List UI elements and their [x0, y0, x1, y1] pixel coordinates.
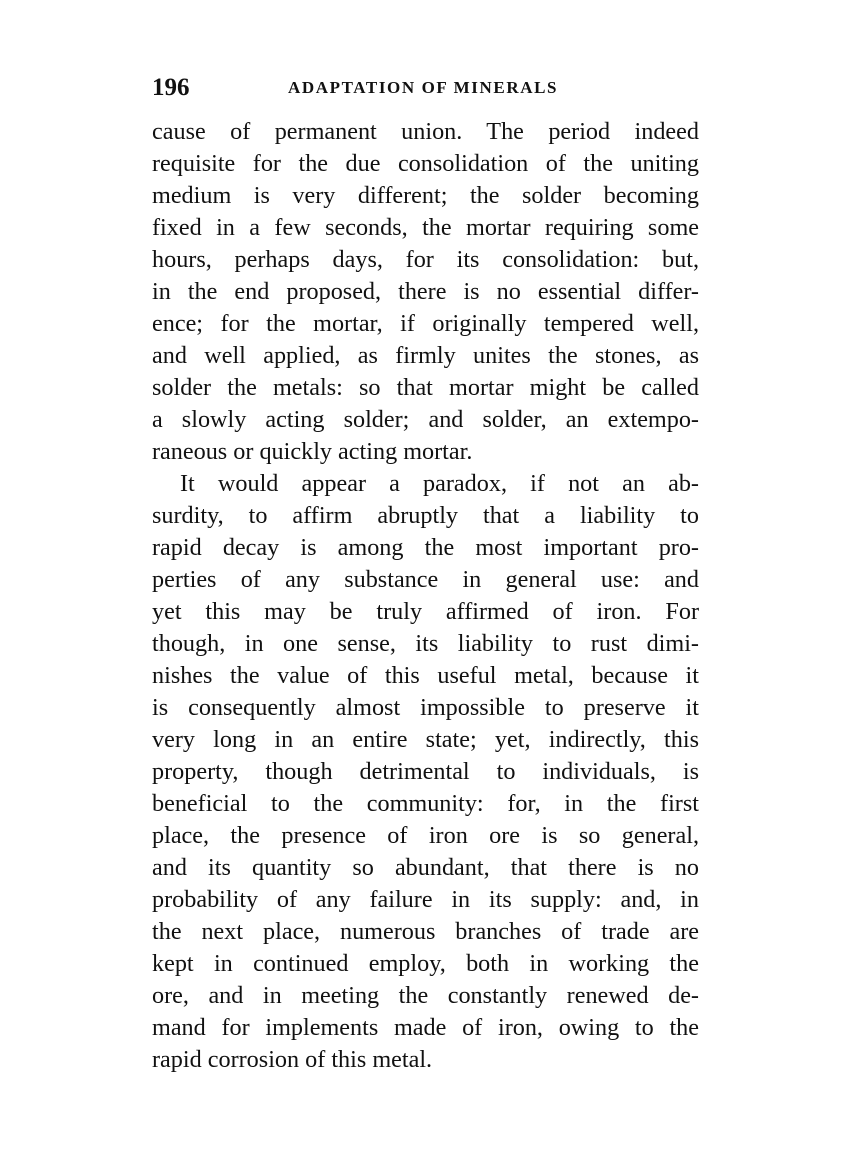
- text-line: requisite for the due consolidation of the uniting: [152, 150, 699, 177]
- text-line: raneous or quickly acting mortar.: [152, 438, 473, 465]
- running-head: [152, 74, 712, 104]
- text-line: ore, and in meeting the constantly renewed de-: [152, 982, 699, 1009]
- text-line: solder the metals: so that mortar might be called: [152, 374, 699, 401]
- body-text: [152, 116, 699, 1076]
- text-line: perties of any substance in general use: and: [152, 566, 699, 593]
- text-line: probability of any failure in its supply: and, in: [152, 886, 699, 913]
- text-line: surdity, to affirm abruptly that a liability to: [152, 502, 699, 529]
- page-number: 196: [152, 74, 190, 101]
- text-line: place, the presence of iron ore is so general,: [152, 822, 699, 849]
- text-line: ence; for the mortar, if originally tempered well,: [152, 310, 699, 337]
- text-line: is consequently almost impossible to preserve it: [152, 694, 699, 721]
- text-line: yet this may be truly affirmed of iron. For: [152, 598, 699, 625]
- text-line: and well applied, as firmly unites the stones, as: [152, 342, 699, 369]
- text-line: in the end proposed, there is no essential differ-: [152, 278, 699, 305]
- text-line: rapid decay is among the most important pro-: [152, 534, 699, 561]
- text-line: and its quantity so abundant, that there is no: [152, 854, 699, 881]
- text-line: nishes the value of this useful metal, because it: [152, 662, 699, 689]
- text-line: rapid corrosion of this metal.: [152, 1046, 433, 1073]
- running-title: ADAPTATION OF MINERALS: [288, 78, 559, 97]
- text-line: hours, perhaps days, for its consolidation: but,: [152, 246, 699, 273]
- text-line: beneficial to the community: for, in the first: [152, 790, 699, 817]
- text-line: It would appear a paradox, if not an ab-: [180, 470, 699, 497]
- text-line: cause of permanent union. The period indeed: [152, 118, 699, 145]
- text-line: medium is very different; the solder becoming: [152, 182, 699, 209]
- paragraph-2: [152, 468, 699, 1076]
- text-line: kept in continued employ, both in working the: [152, 950, 699, 977]
- text-line: mand for implements made of iron, owing to the: [152, 1014, 699, 1041]
- text-line: a slowly acting solder; and solder, an extempo-: [152, 406, 699, 433]
- text-line: though, in one sense, its liability to rust dimi-: [152, 630, 699, 657]
- text-line: property, though detrimental to individuals, is: [152, 758, 699, 785]
- text-line: fixed in a few seconds, the mortar requiring some: [152, 214, 699, 241]
- text-line: the next place, numerous branches of trade are: [152, 918, 699, 945]
- text-line: very long in an entire state; yet, indirectly, this: [152, 726, 699, 753]
- paragraph-1: [152, 116, 699, 468]
